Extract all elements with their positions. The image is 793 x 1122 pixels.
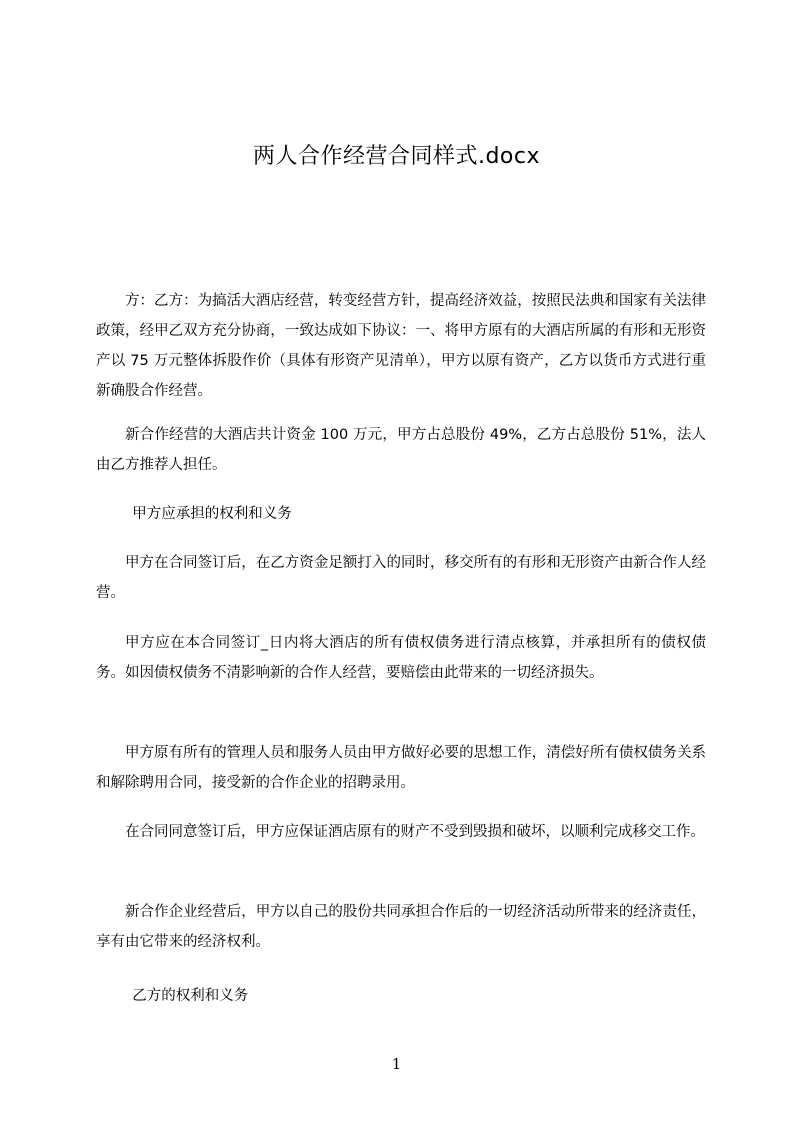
paragraph-intro: 方：乙方：为搞活大酒店经营，转变经营方针，提高经济效益，按照民法典和国家有关法律政策，经甲乙双方充分协商，一致达成如下协议：一、将甲方原有的大酒店所属的有形和无形资产以 75 万元整体拆股作价（具体有形资产见清单），甲方以原有资产，乙方以货币方式进行重新确股合作经营。 — [96, 293, 706, 399]
section-heading-party-a: 甲方应承担的权利和义务 — [132, 506, 292, 522]
document-title: 两人合作经营合同样式.docx — [252, 144, 541, 169]
paragraph-property-protection: 在合同同意签订后，甲方应保证酒店原有的财产不受到毁损和破坏，以顺利完成移交工作。 — [125, 824, 705, 840]
paragraph-transfer-assets: 甲方在合同签订后，在乙方资金足额打入的同时，移交所有的有形和无形资产由新合作人经营。 — [96, 555, 706, 601]
section-heading-party-b: 乙方的权利和义务 — [132, 988, 249, 1004]
page-number: 1 — [391, 1055, 402, 1073]
paragraph-debts: 甲方应在本合同签订_日内将大酒店的所有债权债务进行清点核算，并承担所有的债权债务。如因债权债务不清影响新的合作人经营，要赔偿由此带来的一切经济损失。 — [96, 635, 706, 681]
paragraph-staff: 甲方原有所有的管理人员和服务人员由甲方做好必要的思想工作，清偿好所有债权债务关系和解除聘用合同，接受新的合作企业的招聘录用。 — [96, 745, 706, 791]
paragraph-liability: 新合作企业经营后，甲方以自己的股份共同承担合作后的一切经济活动所带来的经济责任，享有由它带来的经济权利。 — [96, 904, 706, 950]
paragraph-capital: 新合作经营的大酒店共计资金 100 万元，甲方占总股份 49%，乙方占总股份 51%，法人由乙方推荐人担任。 — [96, 427, 706, 473]
